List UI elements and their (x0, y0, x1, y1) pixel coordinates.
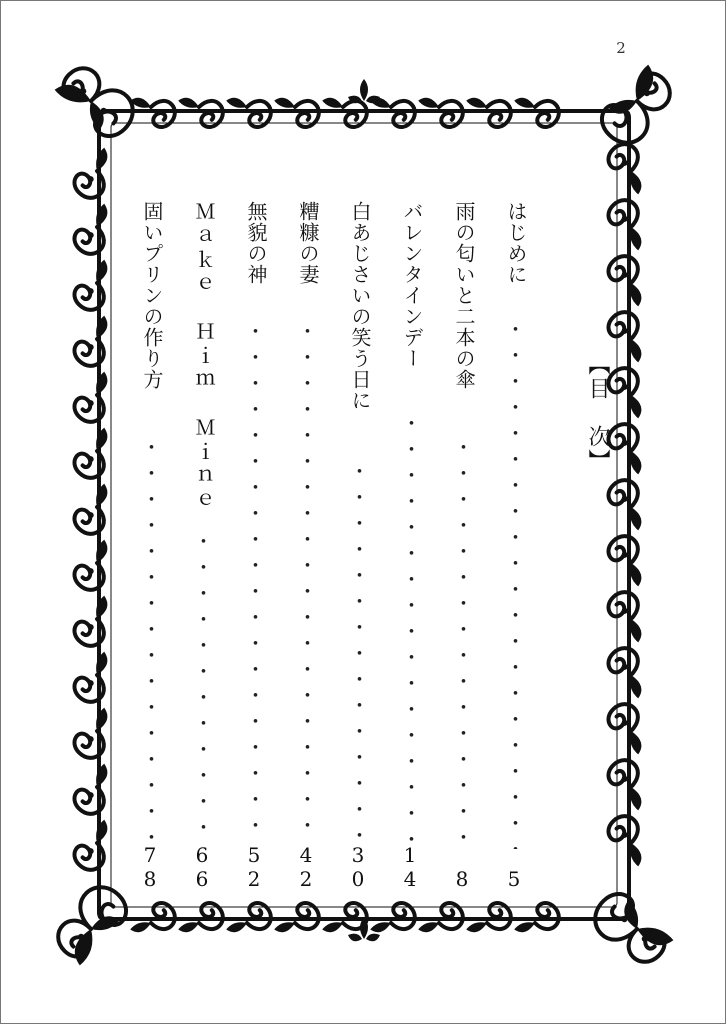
toc-entry[interactable] (133, 201, 167, 891)
page-number: 2 (616, 39, 626, 57)
toc-entry[interactable] (445, 201, 479, 891)
entry-page: 8 (450, 867, 474, 891)
entry-page: 78 (138, 843, 162, 891)
toc-entry[interactable] (497, 201, 531, 891)
entry-page: 14 (398, 843, 422, 891)
entry-title: 固いプリンの作り方 (140, 201, 164, 390)
toc-title: 【目 次】 (585, 353, 610, 473)
entry-page: 42 (294, 843, 318, 891)
entry-title: バレンタインデー (400, 201, 424, 369)
entry-title: 白あじさいの笑う日に (348, 201, 372, 411)
entry-title: 糟糠の妻 (296, 201, 320, 285)
dot-leader (341, 461, 375, 849)
toc-entry[interactable] (341, 201, 375, 891)
dot-leader (289, 321, 323, 849)
entry-page: 52 (242, 843, 266, 891)
entry-page: 5 (502, 867, 526, 891)
dot-leader (393, 413, 427, 849)
entry-title: 無貌の神 (244, 201, 268, 285)
toc-entry[interactable] (237, 201, 271, 891)
entry-title: 雨の匂いと二本の傘 (452, 201, 476, 390)
dot-leader (133, 437, 167, 849)
toc-entry[interactable] (393, 201, 427, 891)
entry-title: はじめに (504, 201, 528, 285)
dot-leader (185, 531, 219, 849)
entry-title: Ｍａｋｅ Ｈｉｍ Ｍｉｎｅ (192, 201, 216, 513)
entry-page: 66 (190, 843, 214, 891)
entry-page: 30 (346, 843, 370, 891)
toc-entry[interactable] (185, 201, 219, 891)
dot-leader (237, 321, 271, 849)
toc-entry[interactable] (289, 201, 323, 891)
dot-leader (497, 319, 531, 849)
dot-leader (445, 437, 479, 849)
